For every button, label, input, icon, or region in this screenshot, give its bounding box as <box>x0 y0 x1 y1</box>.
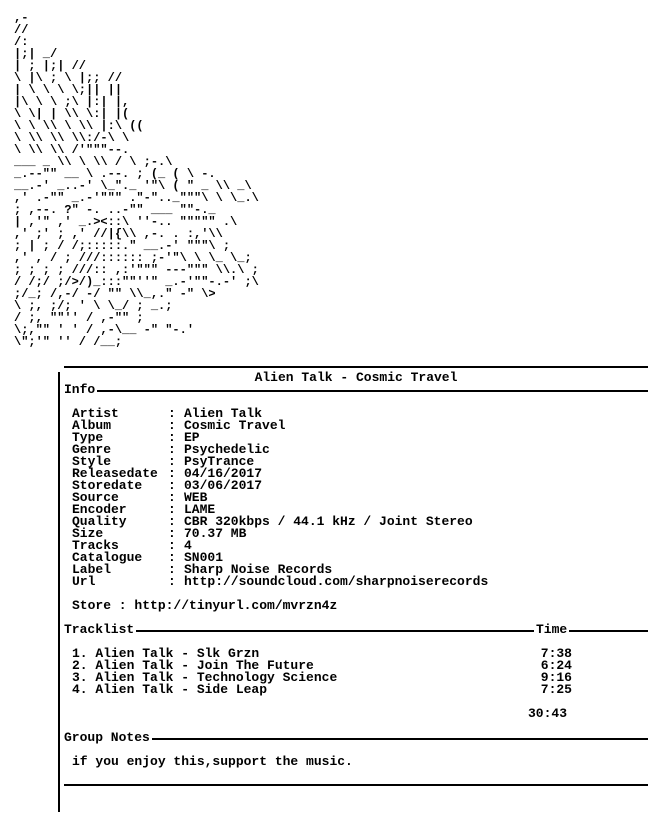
art-line: \ \\ \\ /'"""--. <box>14 143 130 157</box>
ascii-art-canvas <box>14 10 514 350</box>
art-line: ,- <box>14 11 29 25</box>
track-time: 7:25 <box>540 682 572 697</box>
tracklist-section-header <box>64 624 648 636</box>
info-key: Type <box>72 430 104 445</box>
art-line: ___ _ \\ \ \\ / \ ;-.\ <box>14 155 173 169</box>
info-key: Storedate <box>72 478 143 493</box>
frame-left-border <box>58 372 60 812</box>
tracklist-heading: Tracklist <box>64 622 135 637</box>
info-separator: : <box>168 418 176 433</box>
info-value: Cosmic Travel <box>184 418 286 433</box>
info-key: Catalogue <box>72 550 143 565</box>
art-line: \ \ \\ \ \\ |:\ (( <box>14 119 144 133</box>
info-separator: : <box>168 478 176 493</box>
info-row <box>72 516 488 528</box>
info-row <box>72 528 488 540</box>
info-value: PsyTrance <box>184 454 255 469</box>
info-separator: : <box>168 466 176 481</box>
track-list <box>72 648 572 696</box>
info-value: 03/06/2017 <box>184 478 263 493</box>
info-value: 70.37 MB <box>184 526 247 541</box>
art-line: \";'" '' / /__; <box>14 335 123 349</box>
ascii-art <box>14 10 514 350</box>
track-time: 6:24 <box>540 658 572 673</box>
info-value: 4 <box>184 538 192 553</box>
art-line: ; ,--. ?" -. ..-"" ___ ""-._ <box>14 203 216 217</box>
section-divider <box>64 390 648 392</box>
frame-bottom-border <box>64 784 648 786</box>
info-key: Size <box>72 526 104 541</box>
info-key: Label <box>72 562 112 577</box>
art-line: | \ \ \ \;|| || <box>14 83 123 97</box>
art-line: / /;/ ;/>/)_:::""''" _.-'""-.-' ;\ <box>14 275 259 289</box>
info-row <box>72 432 488 444</box>
info-key: Url <box>72 574 96 589</box>
info-value: WEB <box>184 490 208 505</box>
info-key: Artist <box>72 406 119 421</box>
art-line: // <box>14 23 29 37</box>
info-row <box>72 576 488 588</box>
info-value: Alien Talk <box>184 406 263 421</box>
art-line: __.-' _..-' \_"._ '"\ ( " _ \\ _\ <box>14 179 252 193</box>
group-notes-section-header <box>64 732 648 744</box>
art-line: ;/_; /,-/ -/ "" \\_,." -" \> <box>14 287 216 301</box>
info-key: Tracks <box>72 538 119 553</box>
track-time: 7:38 <box>540 646 572 661</box>
info-separator: : <box>168 538 176 553</box>
info-separator: : <box>168 562 176 577</box>
art-line: | ,'" ,' _.><::\ ''-.. """"" .\ <box>14 215 238 229</box>
info-separator: : <box>168 514 176 529</box>
track-title: 4. Alien Talk - Side Leap <box>72 682 268 697</box>
info-value: 04/16/2017 <box>184 466 263 481</box>
art-line: / ;, ""'' / ,-"" ; <box>14 311 144 325</box>
info-key: Releasedate <box>72 466 158 481</box>
track-time: 9:16 <box>540 670 572 685</box>
track-title: 2. Alien Talk - Join The Future <box>72 658 314 673</box>
track-title: 1. Alien Talk - Slk Grzn <box>72 646 260 661</box>
art-line: \ |\ ; \ |;; // <box>14 71 123 85</box>
info-separator: : <box>168 454 176 469</box>
info-separator: : <box>168 406 176 421</box>
info-key: Source <box>72 490 119 505</box>
art-line: | ; |;| // <box>14 59 87 73</box>
art-line: ,' ;' ; ,' //|{\\ ,-. . :,'\\ <box>14 227 223 241</box>
info-separator: : <box>168 574 176 589</box>
release-title: Alien Talk - Cosmic Travel <box>254 370 458 385</box>
group-notes-text: if you enjoy this,support the music. <box>72 754 353 769</box>
art-line: ,' .-"" _.-'""" ."-".._"""\ \ \_.\ <box>14 191 259 205</box>
art-line: \ \| | \\ \:| |( <box>14 107 130 121</box>
art-line: ; | ; / /;:::::." __.-' """\ ; <box>14 239 231 253</box>
art-line: |\ \ \ ;\ |:| |, <box>14 95 130 109</box>
art-line: |;| _/ <box>14 47 58 61</box>
info-separator: : <box>168 502 176 517</box>
art-line: ,' , / ; ///:::::: ;-'"\ \ \_ \_; <box>14 251 252 265</box>
info-section-header <box>64 384 648 396</box>
art-line: _.--"" __ \ .--. ; (_ ( \ -. <box>14 167 216 181</box>
info-separator: : <box>168 430 176 445</box>
info-key: Encoder <box>72 502 127 517</box>
info-value: http://soundcloud.com/sharpnoiserecords <box>184 574 489 589</box>
art-line: ; ; ; ; ///:: ,:'""" ---""" \\.\ ; <box>14 263 259 277</box>
art-line: \ ;, ;/; ' \ \_/ ; _.; <box>14 299 173 313</box>
info-key: Genre <box>72 442 112 457</box>
info-key: Quality <box>72 514 127 529</box>
info-list <box>72 408 488 588</box>
info-key: Album <box>72 418 112 433</box>
frame-top-border <box>64 366 648 368</box>
info-separator: : <box>168 526 176 541</box>
store-line: Store : http://tinyurl.com/mvrzn4z <box>72 598 338 613</box>
info-heading: Info <box>64 382 96 397</box>
info-value: CBR 320kbps / 44.1 kHz / Joint Stereo <box>184 514 473 529</box>
info-separator: : <box>168 490 176 505</box>
info-row <box>72 492 488 504</box>
info-row <box>72 480 488 492</box>
info-value: LAME <box>184 502 216 517</box>
track-title: 3. Alien Talk - Technology Science <box>72 670 338 685</box>
info-value: Sharp Noise Records <box>184 562 333 577</box>
art-line: /: <box>14 35 29 49</box>
info-value: EP <box>184 430 200 445</box>
track-row <box>72 684 572 696</box>
art-line: \ \\ \\ \\:/-\ \ <box>14 131 130 145</box>
total-time: 30:43 <box>528 706 568 721</box>
info-row <box>72 420 488 432</box>
info-key: Style <box>72 454 112 469</box>
info-value: Psychedelic <box>184 442 270 457</box>
info-value: SN001 <box>184 550 224 565</box>
time-heading: Time <box>536 622 568 637</box>
art-line: \;,"" ' ' / ,-\__ -" "-.' <box>14 323 195 337</box>
group-notes-heading: Group Notes <box>64 730 150 745</box>
info-separator: : <box>168 550 176 565</box>
info-separator: : <box>168 442 176 457</box>
info-row <box>72 444 488 456</box>
